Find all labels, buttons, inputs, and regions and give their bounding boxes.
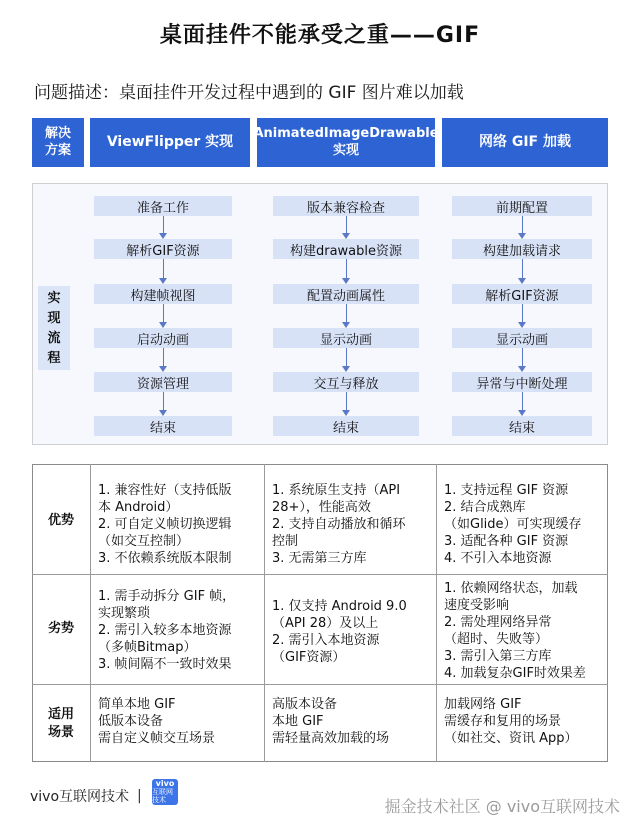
table-divider	[32, 684, 608, 685]
cell-advantages-col1	[98, 482, 232, 567]
flow-arrow-icon	[346, 304, 347, 326]
footer-separator: |	[137, 788, 142, 804]
header-animatedimagedrawable	[253, 118, 439, 167]
flow-label	[38, 286, 70, 370]
flow-step: 启动动画	[94, 328, 232, 348]
cell-line: （GIF资源）	[272, 650, 346, 665]
cell-line: 速度受影响	[444, 598, 510, 613]
cell-scenarios-col1	[98, 696, 215, 747]
solution-label-line1: 解决	[44, 126, 71, 142]
flow-label-char: 现	[47, 311, 61, 326]
cell-line: （多帧Bitmap）	[98, 640, 197, 655]
cell-line: 控制	[272, 534, 299, 549]
flow-label-char: 流	[47, 331, 61, 346]
problem-description: 问题描述：桌面挂件开发过程中遇到的 GIF 图片难以加载	[34, 83, 464, 103]
cell-line: 3. 不依赖系统版本限制	[98, 551, 232, 566]
row-label-line: 场景	[47, 725, 74, 740]
cell-line: 3. 帧间隔不一致时效果	[98, 657, 232, 672]
cell-line: 需轻量高效加载的场	[272, 731, 390, 746]
header-col2-line1: AnimatedImageDrawable	[253, 126, 439, 142]
flow-arrow-icon	[163, 216, 164, 237]
flow-step: 配置动画属性	[273, 284, 419, 304]
cell-line: 2. 可自定义帧切换逻辑	[98, 517, 232, 532]
logo-subtext: 互联网技术	[152, 788, 173, 804]
cell-line: 2. 需引入本地资源	[272, 633, 380, 648]
cell-line: 28+），性能高效	[272, 500, 371, 515]
flow-arrow-icon	[522, 259, 523, 282]
flow-step: 版本兼容检查	[273, 196, 419, 216]
flow-arrow-icon	[346, 216, 347, 237]
vivo-logo-icon	[152, 779, 178, 805]
cell-line: 1. 仅支持 Android 9.0	[272, 599, 407, 614]
table-divider	[90, 464, 91, 762]
cell-disadvantages-col3	[444, 580, 586, 682]
cell-line: 1. 依赖网络状态，加载	[444, 581, 578, 596]
flow-step: 显示动画	[452, 328, 592, 348]
cell-line: 1. 支持远程 GIF 资源	[444, 483, 569, 498]
cell-line: 需自定义帧交互场景	[98, 731, 216, 746]
cell-advantages-col3	[444, 482, 582, 567]
flow-label-char: 实	[47, 291, 61, 306]
flow-arrow-icon	[346, 392, 347, 414]
flow-arrow-icon	[163, 304, 164, 326]
cell-line: 本地 GIF	[272, 714, 324, 729]
flow-arrow-icon	[522, 304, 523, 326]
cell-line: （如交互控制）	[98, 534, 190, 549]
solution-label-line2: 方案	[44, 142, 71, 158]
flow-arrow-icon	[522, 348, 523, 370]
footer-brand-text: vivo互联网技术	[30, 789, 130, 805]
page-title: 桌面挂件不能承受之重——GIF	[159, 23, 481, 48]
flow-step: 交互与释放	[273, 372, 419, 392]
cell-line: 4. 加载复杂GIF时效果差	[444, 666, 586, 681]
row-label-disadvantages: 劣势	[47, 621, 74, 636]
flow-step: 异常与中断处理	[452, 372, 592, 392]
cell-line: 3. 适配各种 GIF 资源	[444, 534, 569, 549]
flow-step: 结束	[273, 416, 419, 436]
cell-line: 3. 需引入第三方库	[444, 649, 552, 664]
cell-line: 2. 需处理网络异常	[444, 615, 552, 630]
cell-line: （如社交、资讯 App）	[444, 731, 578, 746]
flow-arrow-icon	[522, 392, 523, 414]
cell-line: 2. 结合成熟库	[444, 500, 526, 515]
flow-arrow-icon	[346, 259, 347, 282]
row-label-advantages: 优势	[47, 513, 74, 528]
flow-step: 解析GIF资源	[94, 239, 232, 259]
table-divider	[264, 464, 265, 762]
cell-line: 1. 兼容性好（支持低版	[98, 483, 232, 498]
flow-step: 解析GIF资源	[452, 284, 592, 304]
header-col2-line2: 实现	[333, 142, 360, 158]
cell-line: 实现繁琐	[98, 606, 151, 621]
flow-arrow-icon	[163, 348, 164, 370]
flow-arrow-icon	[163, 392, 164, 414]
flow-step: 显示动画	[273, 328, 419, 348]
cell-line: 1. 系统原生支持（API	[272, 483, 401, 498]
cell-scenarios-col2	[272, 696, 389, 747]
flow-step: 前期配置	[452, 196, 592, 216]
flow-step: 构建加载请求	[452, 239, 592, 259]
cell-line: 4. 不引入本地资源	[444, 551, 552, 566]
cell-line: 简单本地 GIF	[98, 697, 176, 712]
flow-label-char: 程	[47, 351, 61, 366]
table-divider	[32, 574, 608, 575]
cell-line: 2. 支持自动播放和循环	[272, 517, 406, 532]
cell-scenarios-col3	[444, 696, 578, 747]
cell-line: 本 Android）	[98, 500, 179, 515]
cell-line: 加载网络 GIF	[444, 697, 522, 712]
flow-arrow-icon	[163, 259, 164, 282]
header-network-gif: 网络 GIF 加载	[442, 118, 608, 167]
footer-brand	[30, 786, 142, 806]
row-label-line: 适用	[47, 707, 74, 722]
cell-advantages-col2	[272, 482, 406, 567]
flow-step: 准备工作	[94, 196, 232, 216]
flow-arrow-icon	[346, 348, 347, 370]
logo-text: vivo	[155, 779, 175, 788]
flow-step: 构建帧视图	[94, 284, 232, 304]
flow-step: 资源管理	[94, 372, 232, 392]
solution-header-label	[32, 118, 84, 167]
flow-step: 结束	[94, 416, 232, 436]
cell-line: 1. 需手动拆分 GIF 帧，	[98, 589, 236, 604]
cell-line: （超时、失败等）	[444, 632, 549, 647]
cell-line: 3. 无需第三方库	[272, 551, 367, 566]
flow-step: 构建drawable资源	[273, 239, 419, 259]
row-label-scenarios	[32, 706, 90, 742]
cell-line: 高版本设备	[272, 697, 338, 712]
flow-step: 结束	[452, 416, 592, 436]
cell-disadvantages-col1	[98, 588, 235, 673]
watermark: 掘金技术社区 @ vivo互联网技术	[384, 797, 620, 816]
cell-line: 需缓存和复用的场景	[444, 714, 562, 729]
cell-line: （如Glide）可实现缓存	[444, 517, 582, 532]
cell-line: 2. 需引入较多本地资源	[98, 623, 232, 638]
cell-line: 低版本设备	[98, 714, 164, 729]
table-divider	[436, 464, 437, 762]
header-viewflipper: ViewFlipper 实现	[90, 118, 250, 167]
flow-arrow-icon	[522, 216, 523, 237]
cell-disadvantages-col2	[272, 598, 407, 666]
cell-line: （API 28）及以上	[272, 616, 379, 631]
